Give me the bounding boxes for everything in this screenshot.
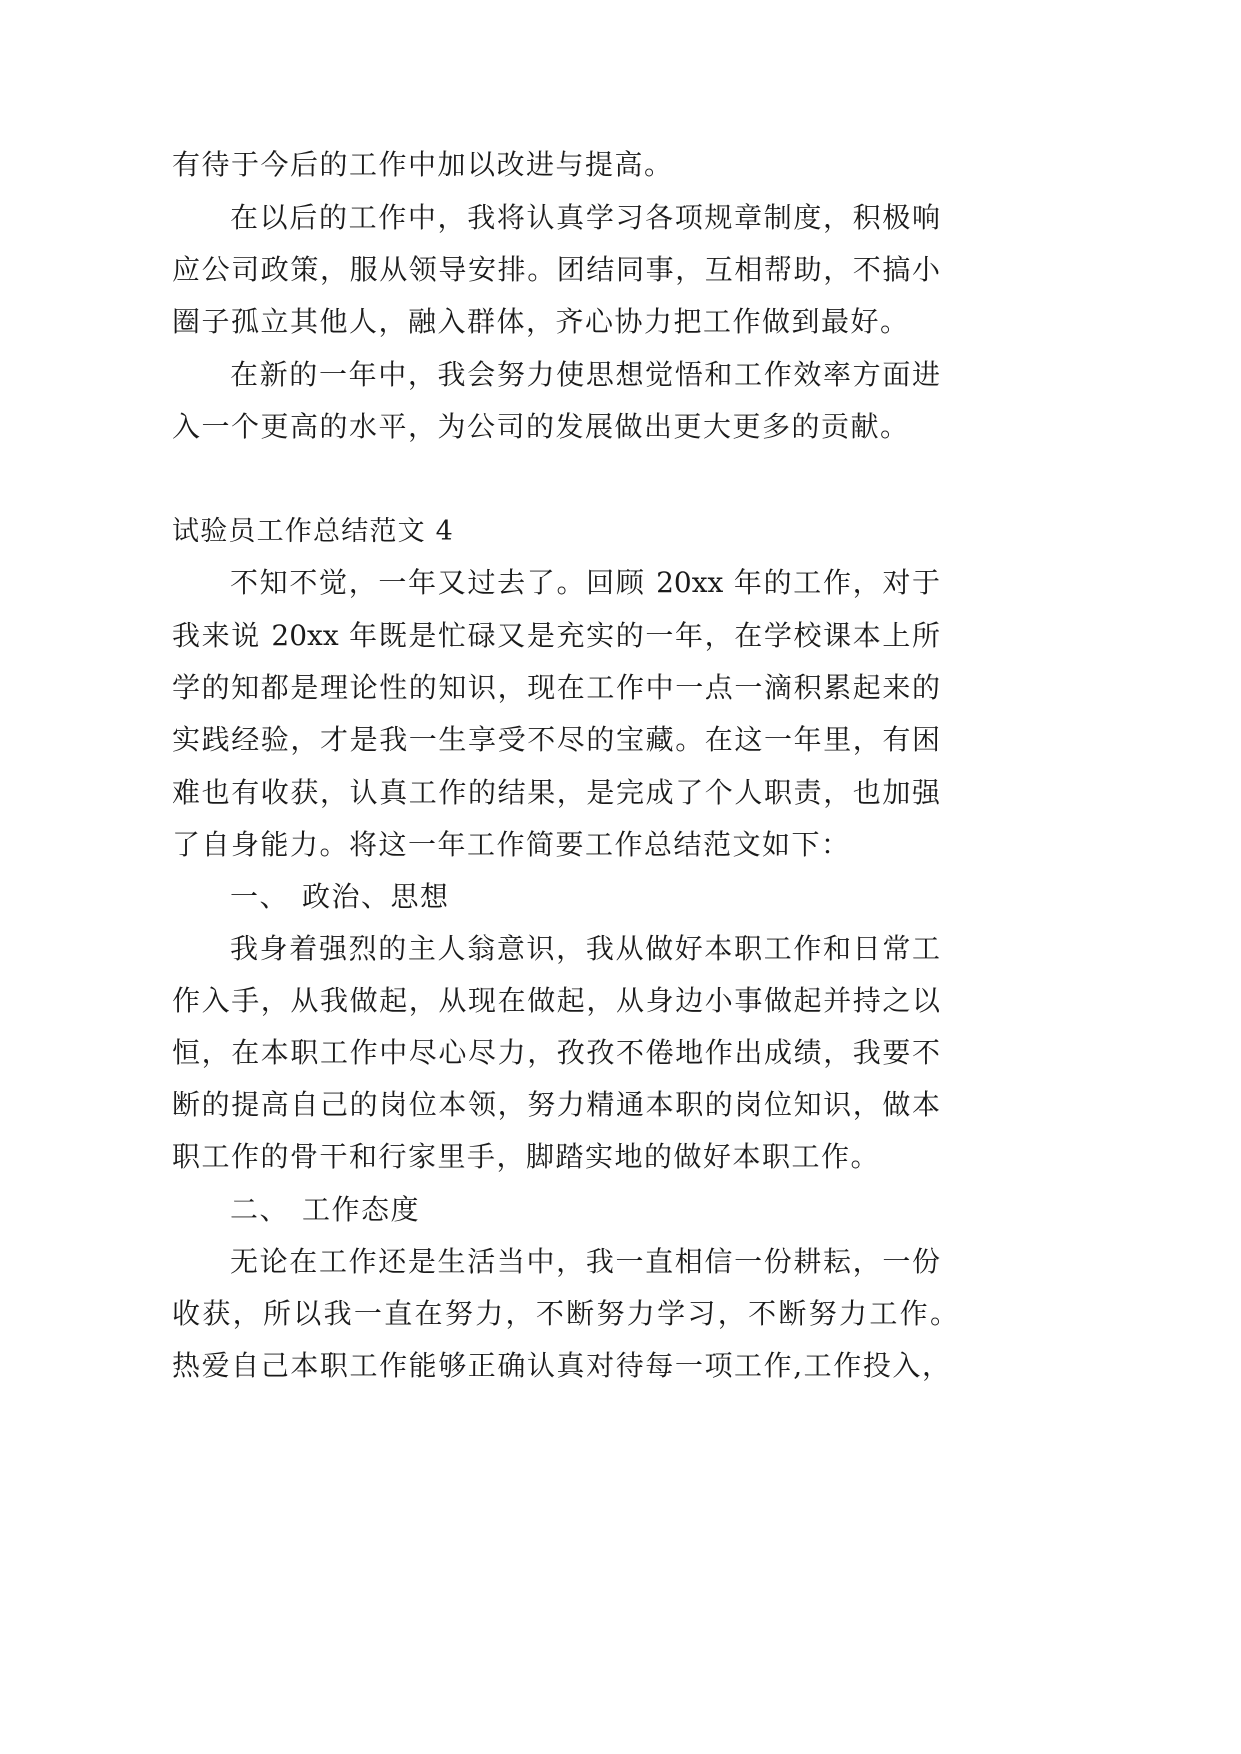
text-line: 收获，所以我一直在努力，不断努力学习，不断努力工作。 bbox=[172, 1297, 958, 1330]
outline-marker: 二、 bbox=[230, 1193, 290, 1226]
text-line: 在以后的工作中，我将认真学习各项规章制度，积极响 bbox=[230, 201, 940, 234]
text-line: 职工作的骨干和行家里手，脚踏实地的做好本职工作。 bbox=[172, 1140, 881, 1173]
text-line: 断的提高自己的岗位本领，努力精通本职的岗位知识，做本 bbox=[172, 1088, 940, 1121]
text-line: 应公司政策，服从领导安排。团结同事，互相帮助，不搞小 bbox=[172, 253, 940, 286]
text-line: 在新的一年中，我会努力使思想觉悟和工作效率方面进 bbox=[230, 358, 940, 391]
outline-marker: 一、 bbox=[230, 880, 290, 913]
text-line: 入一个更高的水平，为公司的发展做出更大更多的贡献。 bbox=[172, 410, 910, 443]
text-line: 不知不觉，一年又过去了。回顾 20xx 年的工作，对于 bbox=[230, 566, 940, 599]
text-line: 恒，在本职工作中尽心尽力，孜孜不倦地作出成绩，我要不 bbox=[172, 1036, 940, 1069]
outline-heading: 政治、思想 bbox=[302, 880, 450, 913]
section-title: 试验员工作总结范文 4 bbox=[172, 516, 454, 547]
text-line: 无论在工作还是生活当中，我一直相信一份耕耘，一份 bbox=[230, 1245, 940, 1278]
text-line: 了自身能力。将这一年工作简要工作总结范文如下： bbox=[172, 828, 851, 861]
text-line: 热爱自己本职工作能够正确认真对待每一项工作,工作投入， bbox=[172, 1349, 950, 1382]
text-line: 有待于今后的工作中加以改进与提高。 bbox=[172, 148, 674, 181]
text-line: 作入手，从我做起，从现在做起，从身边小事做起并持之以 bbox=[172, 984, 940, 1017]
text-line: 我来说 20xx 年既是忙碌又是充实的一年，在学校课本上所 bbox=[172, 619, 940, 652]
text-line: 难也有收获，认真工作的结果，是完成了个人职责，也加强 bbox=[172, 776, 940, 809]
text-line: 实践经验，才是我一生享受不尽的宝藏。在这一年里，有困 bbox=[172, 723, 940, 756]
outline-heading: 工作态度 bbox=[302, 1193, 421, 1226]
text-line: 我身着强烈的主人翁意识，我从做好本职工作和日常工 bbox=[230, 932, 940, 965]
text-line: 圈子孤立其他人，融入群体，齐心协力把工作做到最好。 bbox=[172, 305, 910, 338]
text-line: 学的知都是理论性的知识，现在工作中一点一滴积累起来的 bbox=[172, 671, 940, 704]
